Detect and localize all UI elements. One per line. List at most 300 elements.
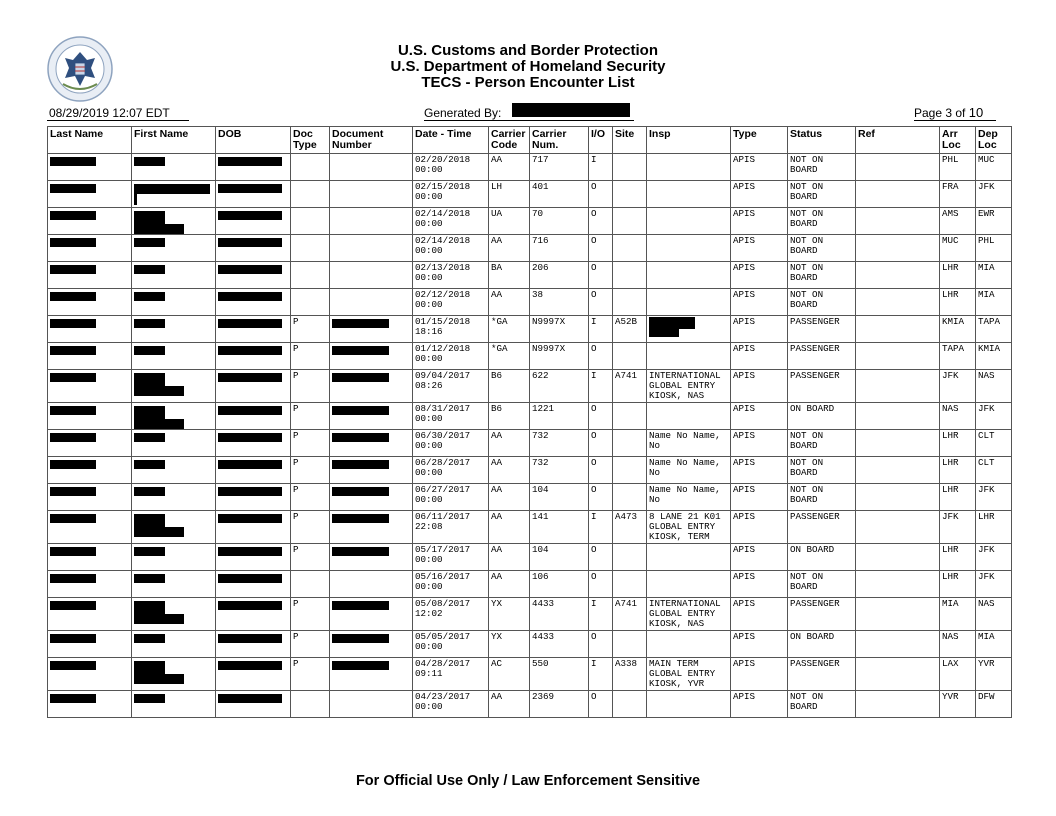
redaction-block — [134, 373, 213, 395]
dob-cell — [216, 403, 291, 430]
time-value: 08:26 — [415, 380, 443, 391]
carrier-num-cell: N9997X — [530, 316, 589, 343]
type-cell: APIS — [731, 154, 788, 181]
type-cell: APIS — [731, 598, 788, 631]
carrier-num-cell: 141 — [530, 511, 589, 544]
redaction-block — [134, 406, 213, 428]
arr-loc-cell: MUC — [940, 235, 976, 262]
doc-type-cell — [291, 262, 330, 289]
status-cell: ON BOARD — [788, 403, 856, 430]
redaction-block — [134, 460, 165, 469]
dob-cell — [216, 511, 291, 544]
ref-cell — [856, 484, 940, 511]
first-name-cell — [132, 343, 216, 370]
io-cell: O — [589, 430, 613, 457]
doc-type-cell: P — [291, 631, 330, 658]
doc-type-cell — [291, 235, 330, 262]
status-cell: PASSENGER — [788, 343, 856, 370]
ref-cell — [856, 430, 940, 457]
date-time-cell — [413, 262, 489, 289]
redaction-block — [50, 574, 96, 583]
redaction-block — [134, 433, 165, 442]
dep-loc-cell: CLT — [976, 457, 1012, 484]
redaction-block — [50, 661, 96, 670]
time-value: 00:00 — [415, 218, 443, 229]
carrier-code-cell: *GA — [489, 316, 530, 343]
agency-title: U.S. Customs and Border Protection — [397, 42, 659, 59]
doc-type-cell: P — [291, 457, 330, 484]
last-name-cell — [48, 511, 132, 544]
column-header: I/O — [589, 127, 613, 154]
document-number-cell — [330, 484, 413, 511]
last-name-cell — [48, 262, 132, 289]
redaction-block — [332, 487, 389, 496]
insp-cell — [647, 181, 731, 208]
table-row — [48, 430, 1012, 457]
ref-cell — [856, 181, 940, 208]
carrier-num-cell: 104 — [530, 544, 589, 571]
time-value: 00:00 — [415, 164, 443, 175]
ref-cell — [856, 658, 940, 691]
date-value: 02/13/2018 — [415, 262, 471, 273]
site-cell — [613, 208, 647, 235]
dep-loc-cell: JFK — [976, 484, 1012, 511]
type-cell: APIS — [731, 658, 788, 691]
dob-cell — [216, 154, 291, 181]
table-row — [48, 598, 1012, 631]
site-cell — [613, 235, 647, 262]
redaction-block — [218, 211, 282, 220]
carrier-num-cell: 716 — [530, 235, 589, 262]
io-cell: O — [589, 343, 613, 370]
redaction-block — [50, 487, 96, 496]
io-cell: O — [589, 631, 613, 658]
status-cell: NOT ON BOARD — [788, 208, 856, 235]
redaction-block — [50, 184, 96, 193]
date-value: 04/28/2017 — [415, 658, 471, 669]
table-body — [48, 154, 1012, 718]
io-cell: O — [589, 262, 613, 289]
document-number-cell — [330, 691, 413, 718]
carrier-code-cell: AA — [489, 235, 530, 262]
dob-cell — [216, 544, 291, 571]
date-value: 06/30/2017 — [415, 430, 471, 441]
column-header: Site — [613, 127, 647, 154]
type-cell: APIS — [731, 511, 788, 544]
carrier-code-cell: AA — [489, 544, 530, 571]
time-value: 18:16 — [415, 326, 443, 337]
ref-cell — [856, 235, 940, 262]
redaction-block — [134, 547, 165, 556]
date-time-cell — [413, 430, 489, 457]
report-title: TECS - Person Encounter List — [421, 74, 635, 91]
column-header: Insp — [647, 127, 731, 154]
document-number-cell — [330, 403, 413, 430]
generated-by-underline — [424, 120, 634, 121]
column-header: Status — [788, 127, 856, 154]
io-cell: O — [589, 403, 613, 430]
date-time-cell — [413, 691, 489, 718]
arr-loc-cell: TAPA — [940, 343, 976, 370]
table-row — [48, 235, 1012, 262]
last-name-cell — [48, 544, 132, 571]
first-name-cell — [132, 289, 216, 316]
dob-cell — [216, 370, 291, 403]
ref-cell — [856, 457, 940, 484]
insp-cell — [647, 154, 731, 181]
redaction-block — [218, 346, 282, 355]
insp-cell — [647, 208, 731, 235]
carrier-code-cell: AA — [489, 154, 530, 181]
dob-cell — [216, 235, 291, 262]
date-value: 02/20/2018 — [415, 154, 471, 165]
ref-cell — [856, 343, 940, 370]
last-name-cell — [48, 343, 132, 370]
insp-cell: INTERNATIONAL GLOBAL ENTRY KIOSK, NAS — [647, 598, 731, 631]
ref-cell — [856, 511, 940, 544]
io-cell: I — [589, 154, 613, 181]
carrier-num-cell: 401 — [530, 181, 589, 208]
redaction-block — [134, 211, 213, 233]
dep-loc-cell: JFK — [976, 181, 1012, 208]
arr-loc-cell: LHR — [940, 457, 976, 484]
document-number-cell — [330, 457, 413, 484]
redaction-block — [218, 184, 282, 193]
redaction-block — [134, 694, 165, 703]
io-cell: I — [589, 658, 613, 691]
first-name-cell — [132, 208, 216, 235]
redaction-block — [50, 238, 96, 247]
type-cell: APIS — [731, 631, 788, 658]
last-name-cell — [48, 631, 132, 658]
redaction-block — [332, 373, 389, 382]
dep-loc-cell: YVR — [976, 658, 1012, 691]
carrier-num-cell: 550 — [530, 658, 589, 691]
type-cell: APIS — [731, 403, 788, 430]
dob-cell — [216, 208, 291, 235]
document-number-cell — [330, 154, 413, 181]
redaction-block — [134, 634, 165, 643]
first-name-cell — [132, 430, 216, 457]
doc-type-cell — [291, 571, 330, 598]
timestamp-underline — [47, 120, 189, 121]
document-number-cell — [330, 544, 413, 571]
redaction-block — [218, 634, 282, 643]
table-row — [48, 370, 1012, 403]
dep-loc-cell: MUC — [976, 154, 1012, 181]
dep-loc-cell: DFW — [976, 691, 1012, 718]
io-cell: O — [589, 457, 613, 484]
site-cell — [613, 571, 647, 598]
dep-loc-cell: TAPA — [976, 316, 1012, 343]
site-cell — [613, 484, 647, 511]
dob-cell — [216, 598, 291, 631]
status-cell: NOT ON BOARD — [788, 691, 856, 718]
first-name-cell — [132, 403, 216, 430]
carrier-code-cell: YX — [489, 598, 530, 631]
redaction-block — [50, 433, 96, 442]
dob-cell — [216, 343, 291, 370]
date-value: 05/16/2017 — [415, 571, 471, 582]
date-time-cell — [413, 181, 489, 208]
doc-type-cell: P — [291, 598, 330, 631]
column-header: Carrier Code — [489, 127, 530, 154]
column-header: Date - Time — [413, 127, 489, 154]
doc-type-cell — [291, 154, 330, 181]
redaction-block — [50, 460, 96, 469]
document-number-cell — [330, 316, 413, 343]
arr-loc-cell: LHR — [940, 544, 976, 571]
classification-footer: For Official Use Only / Law Enforcement Sensitive — [355, 773, 701, 789]
type-cell: APIS — [731, 343, 788, 370]
redaction-block — [332, 346, 389, 355]
arr-loc-cell: NAS — [940, 403, 976, 430]
time-value: 00:00 — [415, 299, 443, 310]
insp-cell — [647, 571, 731, 598]
redaction-block — [332, 460, 389, 469]
io-cell: O — [589, 691, 613, 718]
type-cell: APIS — [731, 208, 788, 235]
insp-cell: Name No Name, No — [647, 484, 731, 511]
arr-loc-cell: LHR — [940, 289, 976, 316]
status-cell: PASSENGER — [788, 598, 856, 631]
document-number-cell — [330, 598, 413, 631]
time-value: 00:00 — [415, 413, 443, 424]
document-number-cell — [330, 235, 413, 262]
redaction-block — [218, 319, 282, 328]
type-cell: APIS — [731, 289, 788, 316]
date-value: 02/14/2018 — [415, 208, 471, 219]
doc-type-cell: P — [291, 370, 330, 403]
io-cell: I — [589, 316, 613, 343]
date-value: 01/15/2018 — [415, 316, 471, 327]
redaction-block — [218, 514, 282, 523]
carrier-num-cell: 2369 — [530, 691, 589, 718]
time-value: 00:00 — [415, 353, 443, 364]
document-number-cell — [330, 430, 413, 457]
carrier-code-cell: *GA — [489, 343, 530, 370]
type-cell: APIS — [731, 235, 788, 262]
document-number-cell — [330, 208, 413, 235]
insp-cell — [647, 544, 731, 571]
last-name-cell — [48, 208, 132, 235]
status-cell: NOT ON BOARD — [788, 262, 856, 289]
carrier-code-cell: AA — [489, 511, 530, 544]
arr-loc-cell: JFK — [940, 370, 976, 403]
dep-loc-cell: JFK — [976, 571, 1012, 598]
table-row — [48, 457, 1012, 484]
column-header: Doc Type — [291, 127, 330, 154]
carrier-num-cell: 4433 — [530, 631, 589, 658]
column-header: Arr Loc — [940, 127, 976, 154]
redaction-block — [134, 184, 213, 206]
redaction-block — [134, 292, 165, 301]
site-cell — [613, 430, 647, 457]
table-row — [48, 658, 1012, 691]
site-cell: A741 — [613, 598, 647, 631]
date-time-cell — [413, 208, 489, 235]
status-cell: NOT ON BOARD — [788, 181, 856, 208]
carrier-num-cell: 622 — [530, 370, 589, 403]
table-row — [48, 208, 1012, 235]
insp-cell — [647, 235, 731, 262]
table-row — [48, 289, 1012, 316]
first-name-cell — [132, 262, 216, 289]
redaction-block — [134, 661, 213, 683]
report-timestamp: 08/29/2019 12:07 EDT — [49, 106, 170, 120]
table-row — [48, 154, 1012, 181]
site-cell — [613, 457, 647, 484]
date-time-cell — [413, 511, 489, 544]
time-value: 00:00 — [415, 245, 443, 256]
last-name-cell — [48, 691, 132, 718]
table-row — [48, 631, 1012, 658]
dep-loc-cell: MIA — [976, 262, 1012, 289]
redaction-block — [50, 634, 96, 643]
status-cell: ON BOARD — [788, 544, 856, 571]
dep-loc-cell: KMIA — [976, 343, 1012, 370]
date-value: 01/12/2018 — [415, 343, 471, 354]
insp-cell — [647, 262, 731, 289]
redaction-block — [218, 460, 282, 469]
encounter-table — [47, 126, 1012, 718]
dep-loc-cell: NAS — [976, 598, 1012, 631]
io-cell: I — [589, 370, 613, 403]
redaction-block — [218, 406, 282, 415]
insp-cell: Name No Name, No — [647, 457, 731, 484]
last-name-cell — [48, 316, 132, 343]
site-cell — [613, 181, 647, 208]
redaction-block — [50, 346, 96, 355]
arr-loc-cell: LHR — [940, 262, 976, 289]
first-name-cell — [132, 631, 216, 658]
ref-cell — [856, 370, 940, 403]
redaction-block — [218, 547, 282, 556]
carrier-num-cell: 104 — [530, 484, 589, 511]
dob-cell — [216, 631, 291, 658]
redaction-block — [218, 601, 282, 610]
redaction-block — [649, 317, 728, 339]
table-row — [48, 343, 1012, 370]
redaction-block — [218, 238, 282, 247]
last-name-cell — [48, 571, 132, 598]
status-cell: PASSENGER — [788, 511, 856, 544]
doc-type-cell — [291, 289, 330, 316]
type-cell: APIS — [731, 430, 788, 457]
redaction-block — [50, 265, 96, 274]
type-cell: APIS — [731, 691, 788, 718]
date-time-cell — [413, 343, 489, 370]
status-cell: ON BOARD — [788, 631, 856, 658]
column-header: Type — [731, 127, 788, 154]
carrier-num-cell: 1221 — [530, 403, 589, 430]
date-time-cell — [413, 658, 489, 691]
redaction-block — [134, 601, 213, 623]
page-total: 10 — [968, 105, 984, 120]
arr-loc-cell: YVR — [940, 691, 976, 718]
date-value: 04/23/2017 — [415, 691, 471, 702]
dob-cell — [216, 289, 291, 316]
insp-cell — [647, 403, 731, 430]
site-cell: A52B — [613, 316, 647, 343]
date-value: 06/28/2017 — [415, 457, 471, 468]
first-name-cell — [132, 316, 216, 343]
io-cell: O — [589, 181, 613, 208]
redaction-block — [50, 319, 96, 328]
dob-cell — [216, 658, 291, 691]
table-header-row — [48, 127, 1012, 154]
redaction-block — [50, 514, 96, 523]
arr-loc-cell: LAX — [940, 658, 976, 691]
dob-cell — [216, 316, 291, 343]
generated-by-redaction — [512, 103, 630, 117]
page-underline — [914, 120, 996, 121]
arr-loc-cell: LHR — [940, 484, 976, 511]
carrier-code-cell: AC — [489, 658, 530, 691]
last-name-cell — [48, 403, 132, 430]
last-name-cell — [48, 370, 132, 403]
last-name-cell — [48, 154, 132, 181]
redaction-block — [218, 694, 282, 703]
ref-cell — [856, 262, 940, 289]
carrier-code-cell: AA — [489, 571, 530, 598]
time-value: 00:00 — [415, 191, 443, 202]
type-cell: APIS — [731, 457, 788, 484]
dep-loc-cell: MIA — [976, 289, 1012, 316]
dep-loc-cell: EWR — [976, 208, 1012, 235]
column-header: Carrier Num. — [530, 127, 589, 154]
time-value: 00:00 — [415, 272, 443, 283]
type-cell: APIS — [731, 181, 788, 208]
redaction-block — [332, 433, 389, 442]
doc-type-cell — [291, 208, 330, 235]
time-value: 09:11 — [415, 668, 443, 679]
table-row — [48, 691, 1012, 718]
time-value: 22:08 — [415, 521, 443, 532]
arr-loc-cell: PHL — [940, 154, 976, 181]
date-value: 02/14/2018 — [415, 235, 471, 246]
last-name-cell — [48, 484, 132, 511]
redaction-block — [218, 292, 282, 301]
table-row — [48, 511, 1012, 544]
doc-type-cell: P — [291, 658, 330, 691]
redaction-block — [218, 265, 282, 274]
status-cell: PASSENGER — [788, 316, 856, 343]
time-value: 00:00 — [415, 467, 443, 478]
io-cell: O — [589, 289, 613, 316]
document-number-cell — [330, 370, 413, 403]
page-indicator — [914, 106, 983, 120]
redaction-block — [134, 238, 165, 247]
redaction-block — [50, 211, 96, 220]
type-cell: APIS — [731, 370, 788, 403]
redaction-block — [218, 487, 282, 496]
io-cell: O — [589, 208, 613, 235]
ref-cell — [856, 598, 940, 631]
redaction-block — [50, 694, 96, 703]
dep-loc-cell: CLT — [976, 430, 1012, 457]
time-value: 00:00 — [415, 641, 443, 652]
arr-loc-cell: KMIA — [940, 316, 976, 343]
date-value: 06/11/2017 — [415, 511, 471, 522]
date-time-cell — [413, 370, 489, 403]
carrier-code-cell: B6 — [489, 370, 530, 403]
time-value: 00:00 — [415, 701, 443, 712]
date-value: 05/08/2017 — [415, 598, 471, 609]
doc-type-cell: P — [291, 403, 330, 430]
column-header: DOB — [216, 127, 291, 154]
column-header: Last Name — [48, 127, 132, 154]
